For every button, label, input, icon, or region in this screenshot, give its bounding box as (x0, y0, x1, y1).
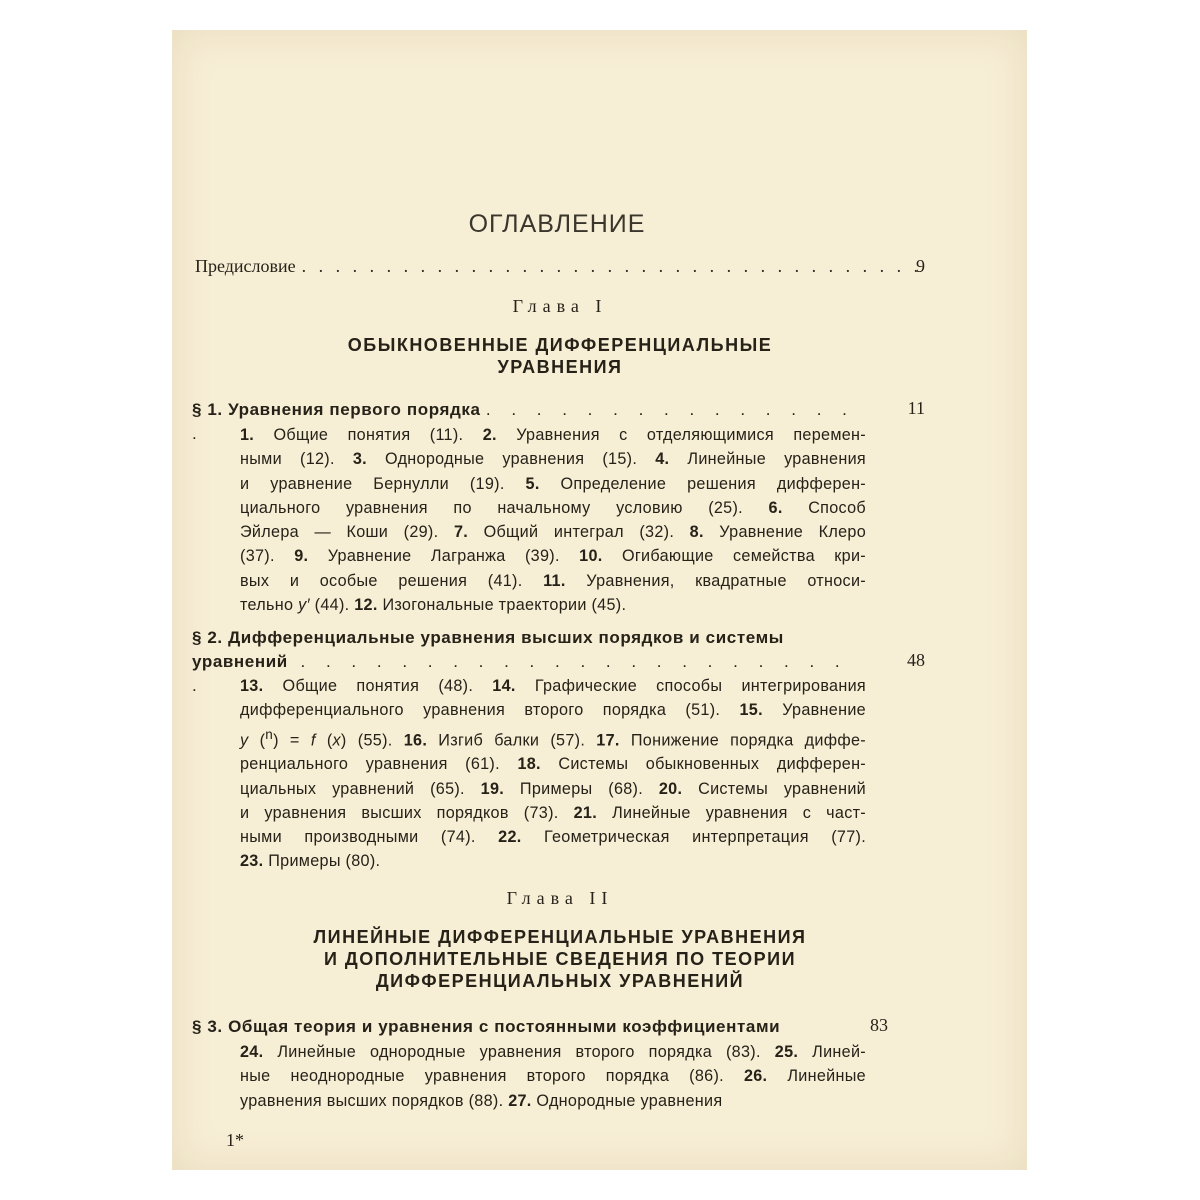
section-2-contents-line: циальных уравнений (65). 19. Примеры (68). 20. Системы уравнений (240, 779, 866, 798)
chapter-1-title-line: УРАВНЕНИЯ (497, 357, 623, 377)
section-3-page: 83 (870, 1015, 888, 1035)
section-2-contents-line: ными производными (74). 22. Геометрическая интерпретация (77). (240, 828, 866, 847)
section-3-contents-line: ные неоднородные уравнения второго порядка (86). 26. Линейные (240, 1067, 866, 1086)
leader-dots: . . . . . . . . . . . . . . . . (192, 400, 855, 443)
section-1-contents-line: вых и особые решения (41). 11. Уравнения, квадратные относи- (240, 571, 866, 590)
section-2-contents-line: и уравнения высших порядков (73). 21. Линейные уравнения с част- (240, 803, 867, 822)
section-1-contents-line: 1. Общие понятия (11). 2. Уравнения с отделяющимися перемен- (240, 426, 866, 444)
section-1-contents-line: Эйлера — Коши (29). 7. Общий интеграл (32). 8. Уравнение Клеро (240, 523, 866, 542)
chapter-1-title-line: ОБЫКНОВЕННЫЕ ДИФФЕРЕНЦИАЛЬНЫЕ (347, 335, 773, 355)
preface-label: Предисловие (195, 256, 296, 276)
section-1-contents-line: и уравнение Бернулли (19). 5. Определение решения дифферен- (240, 474, 867, 493)
chapter-2-title-line: ДИФФЕРЕНЦИАЛЬНЫХ УРАВНЕНИЙ (375, 971, 745, 991)
toc-title: ОГЛАВЛЕНИЕ (468, 210, 646, 238)
section-2-contents-line: 13. Общие понятия (48). 14. Графические способы интегрирования (240, 677, 866, 695)
section-2-contents-line: y ($^n$) = f (x) (55). 16. Изгиб балки (57). 17. Понижение порядка диффе- (240, 726, 866, 749)
section-2-contents-line: дифференциального уравнения второго порядка (51). 15. Уравнение (240, 701, 866, 720)
section-3-contents-line: 24. Линейные однородные уравнения второго порядка (83). 25. Линей- (240, 1043, 866, 1061)
section-2-label-line: уравнений (192, 652, 288, 671)
section-3-contents-line: уравнения высших порядков (88). 27. Однородные уравнения (240, 1091, 723, 1110)
section-1-contents-line: тельно y′ (44). 12. Изогональные траектории (45). (240, 596, 627, 615)
section-2-label-line: § 2. Дифференциальные уравнения высших порядков и системы (192, 628, 784, 647)
chapter-2-title (0, 926, 1120, 992)
chapter-1-title (0, 334, 1120, 378)
chapter-2-label: Глава II (506, 888, 614, 908)
section-1-contents-line: циального уравнения по начальному условию (25). 6. Способ (240, 498, 867, 517)
section-1-label: § 1. Уравнения первого порядка (192, 400, 481, 419)
toc-entry-preface[interactable] (195, 256, 925, 277)
section-2-page: 48 (907, 650, 925, 670)
leader-dots (302, 256, 919, 277)
section-2-contents (240, 674, 866, 874)
chapter-1-label: Глава I (512, 296, 608, 316)
chapter-2-title-line: ЛИНЕЙНЫЕ ДИФФЕРЕНЦИАЛЬНЫЕ УРАВНЕНИЯ (313, 927, 807, 947)
section-2-contents-line: ренциального уравнения (61). 18. Системы обыкновенных дифферен- (240, 755, 866, 774)
section-1-contents (240, 423, 866, 617)
section-1-page: 11 (907, 398, 925, 418)
section-1-contents-line: (37). 9. Уравнение Лагранжа (39). 10. Огибающие семейства кри- (240, 547, 867, 566)
section-3-contents (240, 1040, 866, 1113)
section-2-contents-line: 23. Примеры (80). (240, 852, 381, 871)
section-3-heading[interactable] (192, 1015, 882, 1039)
leader-dots: . . . . . . . . . . . . . . . . . . . . . . . (192, 652, 848, 695)
preface-page: 9 (916, 256, 925, 276)
section-3-label: § 3. Общая теория и уравнения с постоянными коэффициентами (192, 1017, 781, 1036)
signature-mark: 1* (226, 1130, 244, 1150)
chapter-2-title-line: И ДОПОЛНИТЕЛЬНЫЕ СВЕДЕНИЯ ПО ТЕОРИИ (323, 949, 797, 969)
section-1-contents-line: ными (12). 3. Однородные уравнения (15). 4. Линейные уравнения (240, 450, 866, 469)
